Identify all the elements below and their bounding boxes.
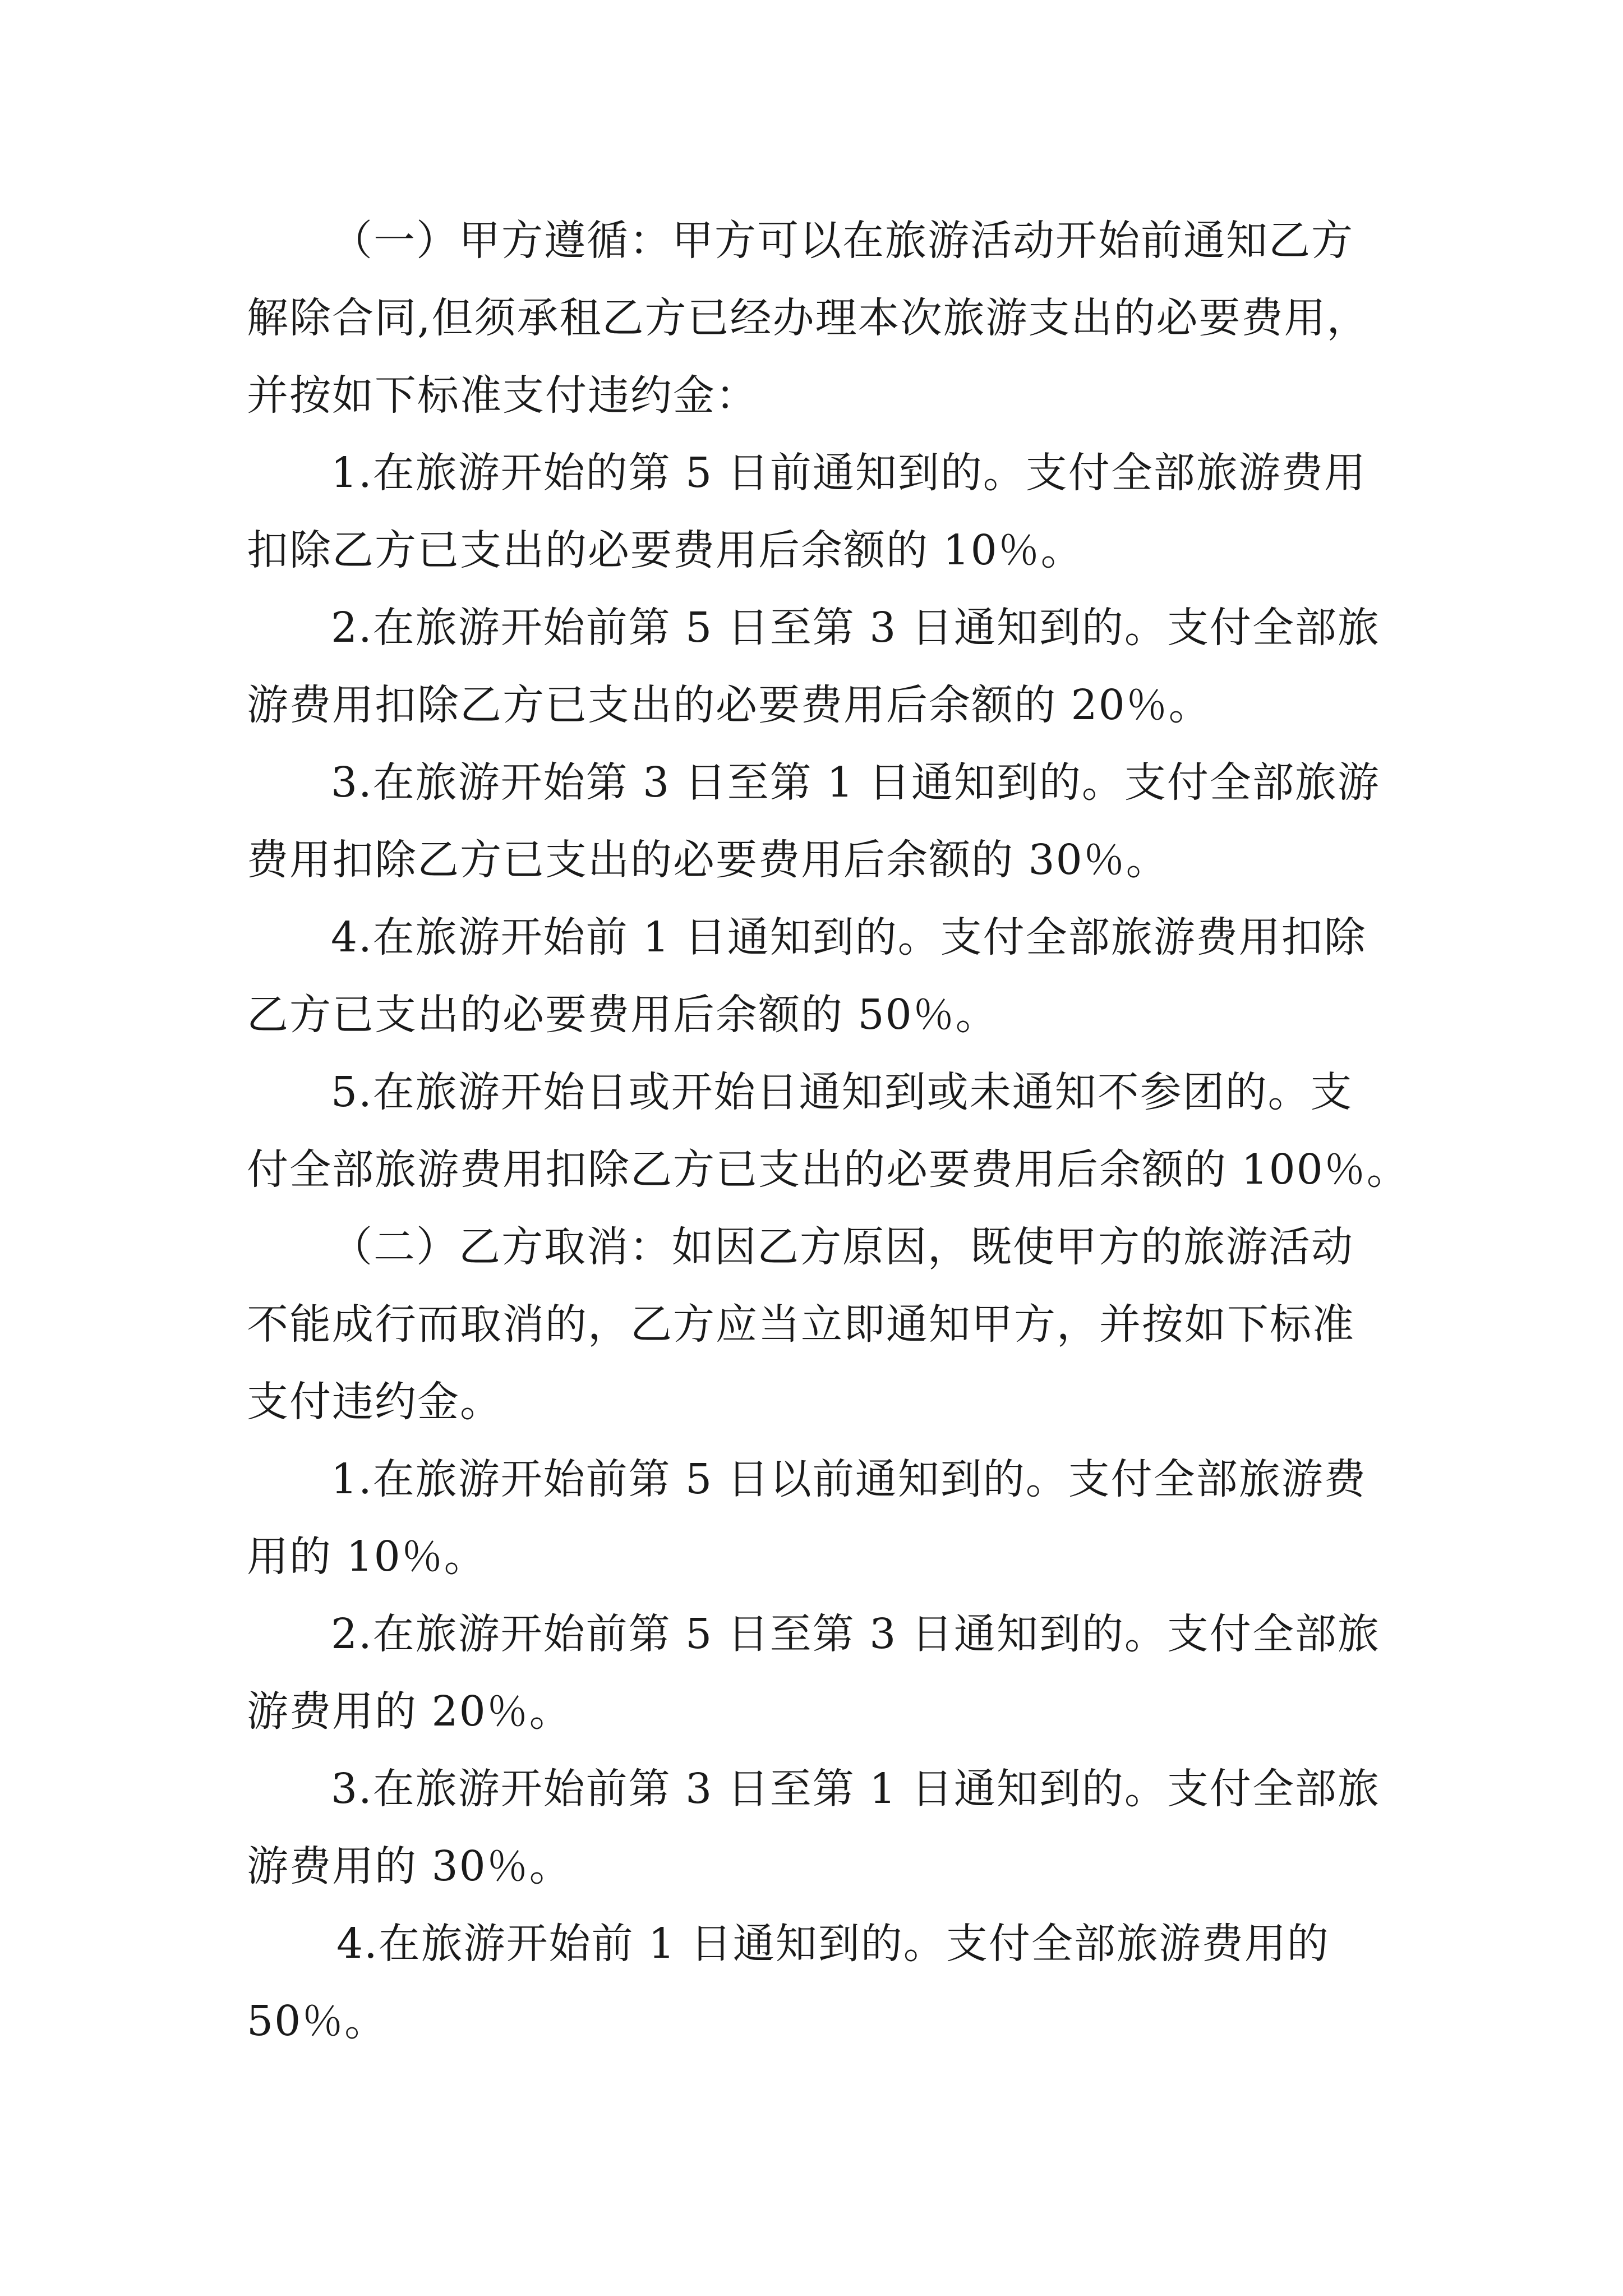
text-line: 3.在旅游开始第 3 日至第 1 日通知到的。支付全部旅游: [331, 758, 1380, 807]
text-line: 费用扣除乙方已支出的必要费用后余额的 30％。: [247, 836, 1169, 884]
text-line: 游费用扣除乙方已支出的必要费用后余额的 20％。: [247, 681, 1211, 729]
text-line: （二）乙方取消：如因乙方原因，既使甲方的旅游活动: [331, 1223, 1354, 1271]
text-line: 50％。: [247, 1997, 388, 2045]
text-line: 5.在旅游开始日或开始日通知到或未通知不参团的。支: [331, 1068, 1353, 1116]
text-line: 1.在旅游开始的第 5 日前通知到的。支付全部旅游费用: [331, 449, 1367, 497]
text-line: 付全部旅游费用扣除乙方已支出的必要费用后余额的 100％。: [247, 1145, 1409, 1194]
text-line: 3.在旅游开始前第 3 日至第 1 日通知到的。支付全部旅: [331, 1765, 1380, 1813]
text-line: 乙方已支出的必要费用后余额的 50％。: [247, 991, 998, 1039]
text-line: 游费用的 20％。: [247, 1687, 572, 1736]
text-line: 4.在旅游开始前 1 日通知到的。支付全部旅游费用的: [336, 1920, 1330, 1968]
text-line: 扣除乙方已支出的必要费用后余额的 10％。: [247, 526, 1083, 574]
text-line: 并按如下标准支付违约金：: [247, 371, 758, 420]
text-line: （一）甲方遵循：甲方可以在旅游活动开始前通知乙方: [331, 217, 1354, 265]
text-line: 不能成行而取消的，乙方应当立即通知甲方，并按如下标准: [247, 1300, 1355, 1349]
text-line: 支付违约金。: [247, 1378, 502, 1426]
text-line: 1.在旅游开始前第 5 日以前通知到的。支付全部旅游费: [331, 1455, 1367, 1503]
text-line: 2.在旅游开始前第 5 日至第 3 日通知到的。支付全部旅: [331, 604, 1380, 652]
text-line: 游费用的 30％。: [247, 1842, 572, 1890]
text-line: 解除合同,但须承租乙方已经办理本次旅游支出的必要费用，: [247, 294, 1370, 342]
text-line: 2.在旅游开始前第 5 日至第 3 日通知到的。支付全部旅: [331, 1610, 1380, 1658]
text-line: 4.在旅游开始前 1 日通知到的。支付全部旅游费用扣除: [331, 913, 1367, 961]
text-line: 用的 10％。: [247, 1533, 487, 1581]
